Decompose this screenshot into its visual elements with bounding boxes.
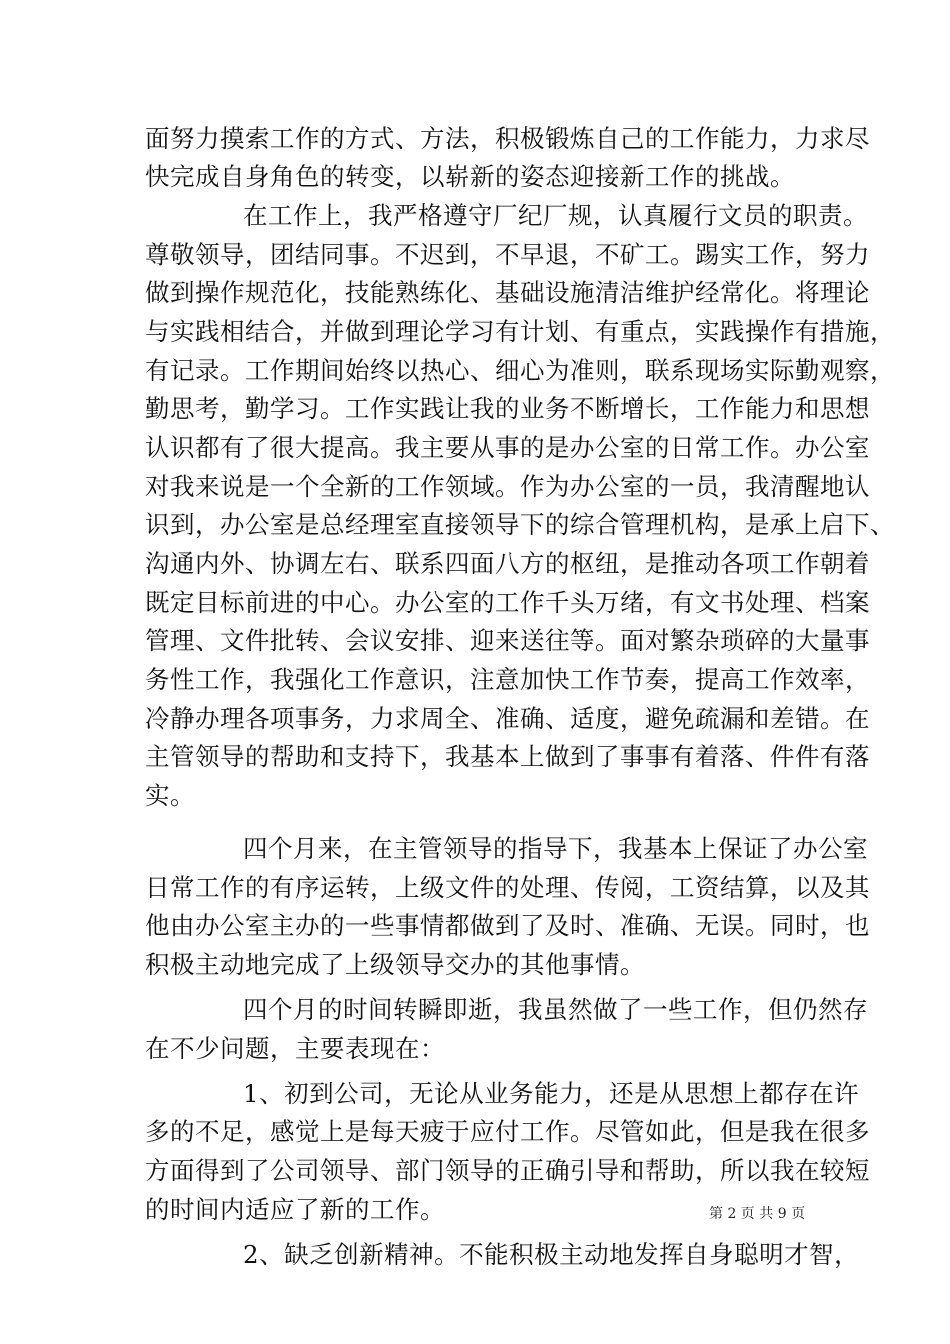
text-line: 尊敬领导，团结同事。不迟到，不早退，不矿工。踢实工作，努力 [145,240,870,269]
text-line: 冷静办理各项事务，力求周全、准确、适度，避免疏漏和差错。在 [145,704,870,733]
text-line: 方面得到了公司领导、部门领导的正确引导和帮助，所以我在较短 [145,1156,870,1185]
text-line: 与实践相结合，并做到理论学习有计划、有重点，实践操作有措施， [145,317,895,346]
text-line: 勤思考，勤学习。工作实践让我的业务不断增长，工作能力和思想 [145,394,870,423]
text-line: 沟通内外、协调左右、联系四面八方的枢纽，是推动各项工作朝着 [145,549,870,578]
paragraph-start-line: 四个月的时间转瞬即逝，我虽然做了一些工作，但仍然存 [243,995,868,1024]
text-line: 的时间内适应了新的工作。 [145,1195,445,1224]
list-item-line: 1、初到公司，无论从业务能力，还是从思想上都存在许 [243,1079,860,1108]
text-line: 多的不足，感觉上是每天疲于应付工作。尽管如此，但是我在很多 [145,1117,870,1146]
text-line: 务性工作，我强化工作意识，注意加快工作节奏，提高工作效率， [145,665,870,694]
text-line: 管理、文件批转、会议安排、迎来送往等。面对繁杂琐碎的大量事 [145,626,870,655]
text-line: 快完成自身角色的转变，以崭新的姿态迎接新工作的挑战。 [145,162,795,191]
text-line: 积极主动地完成了上级领导交办的其他事情。 [145,950,645,979]
text-line: 对我来说是一个全新的工作领域。作为办公室的一员，我清醒地认 [145,472,870,501]
paragraph-start-line: 四个月来，在主管领导的指导下，我基本上保证了办公室 [243,834,868,863]
text-line: 有记录。工作期间始终以热心、细心为准则，联系现场实际勤观察， [145,356,895,385]
text-line: 识到，办公室是总经理室直接领导下的综合管理机构，是承上启下、 [145,510,895,539]
text-line: 他由办公室主办的一些事情都做到了及时、准确、无误。同时，也 [145,911,870,940]
text-line: 日常工作的有序运转，上级文件的处理、传阅，工资结算，以及其 [145,873,870,902]
text-line: 既定目标前进的中心。办公室的工作千头万绪，有文书处理、档案 [145,588,870,617]
text-line: 认识都有了很大提高。我主要从事的是办公室的日常工作。办公室 [145,433,870,462]
text-line: 在不少问题，主要表现在： [145,1034,445,1063]
text-line: 面努力摸索工作的方式、方法，积极锻炼自己的工作能力，力求尽 [145,124,870,153]
text-line: 主管领导的帮助和支持下，我基本上做到了事事有着落、件件有落 [145,742,870,771]
text-line: 做到操作规范化，技能熟练化、基础设施清洁维护经常化。将理论 [145,278,870,307]
paragraph-start-line: 在工作上，我严格遵守厂纪厂规，认真履行文员的职责。 [243,201,868,230]
text-line: 实。 [145,781,195,810]
list-item-line: 2、缺乏创新精神。不能积极主动地发挥自身聪明才智， [243,1240,860,1269]
page-number-footer: 第 2 页 共 9 页 [709,1206,806,1222]
